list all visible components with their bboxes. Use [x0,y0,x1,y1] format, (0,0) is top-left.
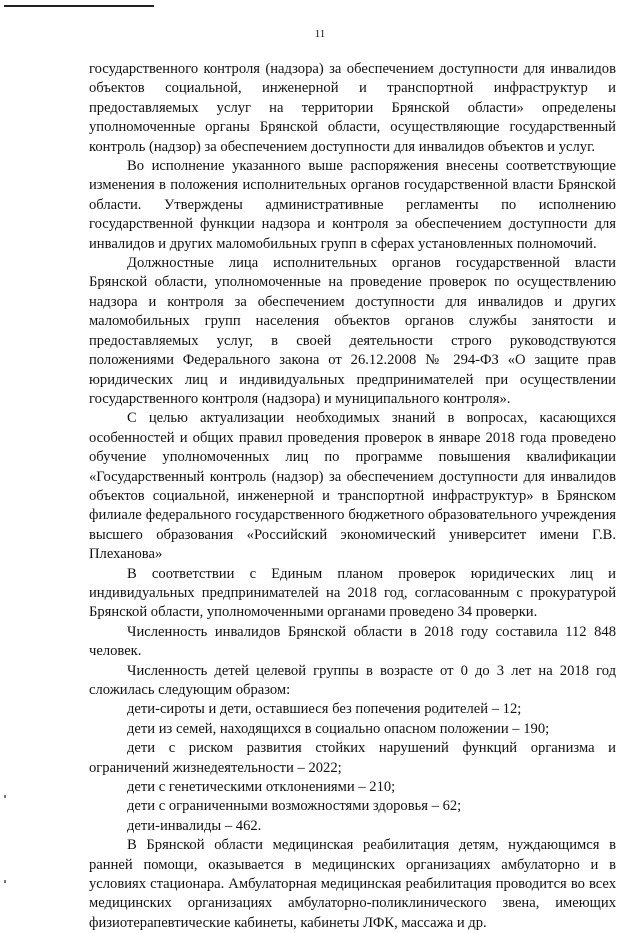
paragraph: Численность инвалидов Брянской области в 2018 году составила 112 848 человек. [89,623,616,660]
paragraph: государственного контроля (надзора) за обеспечением доступности для инвалидов объектов социальной, инженерной и транспортной инфраструктур и предоставляемых услуг на территории Брянской области» определены уполномоченные органы Брянской области, осуществляющие государственный контроль (надзор) за обеспечением доступности для инвалидов объектов и услуг. [89,61,616,155]
list-item: дети с ограниченными возможностями здоровья – 62; [127,798,462,815]
paragraph: В Брянской области медицинская реабилитация детям, нуждающимся в ранней помощи, оказывается в медицинских организациях амбулаторно и в условиях стационара. Амбулаторная медицинская реабилитация проводится во всех медицинских организациях амбулаторно-поликлинического звена, имеющих физиотерапевтические кабинеты, кабинеты ЛФК, массажа и др. [89,837,616,931]
paragraph: Во исполнение указанного выше распоряжения внесены соответствующие изменения в положения исполнительных органов государственной власти Брянской области. Утверждены административные регламенты по исполнению государственной функции надзора и контроля за обеспечением доступности для инвалидов и других маломобильных групп в сферах установленных полномочий. [89,158,616,252]
list-item: дети с риском развития стойких нарушений функций организма и ограничений жизнедеятельности – 2022; [89,740,616,776]
paragraph: Должностные лица исполнительных органов государственной власти Брянской области, уполномоченные на проведение проверок по осуществлению надзора и контроля за обеспечением доступности для инвалидов и других маломобильных групп населения объектов органов службы занятости и предоставляемых услуг, в своей деятельности строго руководствуются положениями Федерального закона от 26.12.2008 № 294-ФЗ «О защите прав юридических лиц и индивидуальных предпринимателей при осуществлении государственного контроля (надзора) и муниципального контроля». [89,255,616,407]
document-body [89,60,616,933]
list-item: дети-инвалиды – 462. [127,817,262,834]
paragraph: Численность детей целевой группы в возрасте от 0 до 3 лет на 2018 год сложилась следующим образом: [89,662,616,698]
paragraph: В соответствии с Единым планом проверок юридических лиц и индивидуальных предпринимателей на 2018 год, согласованным с прокуратурой Брянской области, уполномоченными органами проведено 34 проверки. [89,565,616,621]
list-item: дети-сироты и дети, оставшиеся без попечения родителей – 12; [127,701,522,718]
paragraph: С целью актуализации необходимых знаний в вопросах, касающихся особенностей и общих правил проведения проверок в январе 2018 года проведено обучение уполномоченных лиц по программе повышения квалификации «Государственный контроль (надзор) за обеспечением доступности для инвалидов объектов социальной, инженерной и транспортной инфраструктур» в Брянском филиале федерального государственного бюджетного образовательного учреждения высшего образования «Российский экономический университет имени Г.В. Плеханова» [89,410,616,563]
list-item: дети из семей, находящихся в социально опасном положении – 190; [127,720,550,737]
margin-mark [4,795,6,798]
scan-edge-line [4,5,154,7]
margin-mark [4,880,6,883]
list-item: дети с генетическими отклонениями – 210; [127,779,396,796]
page-number: 11 [314,28,326,40]
